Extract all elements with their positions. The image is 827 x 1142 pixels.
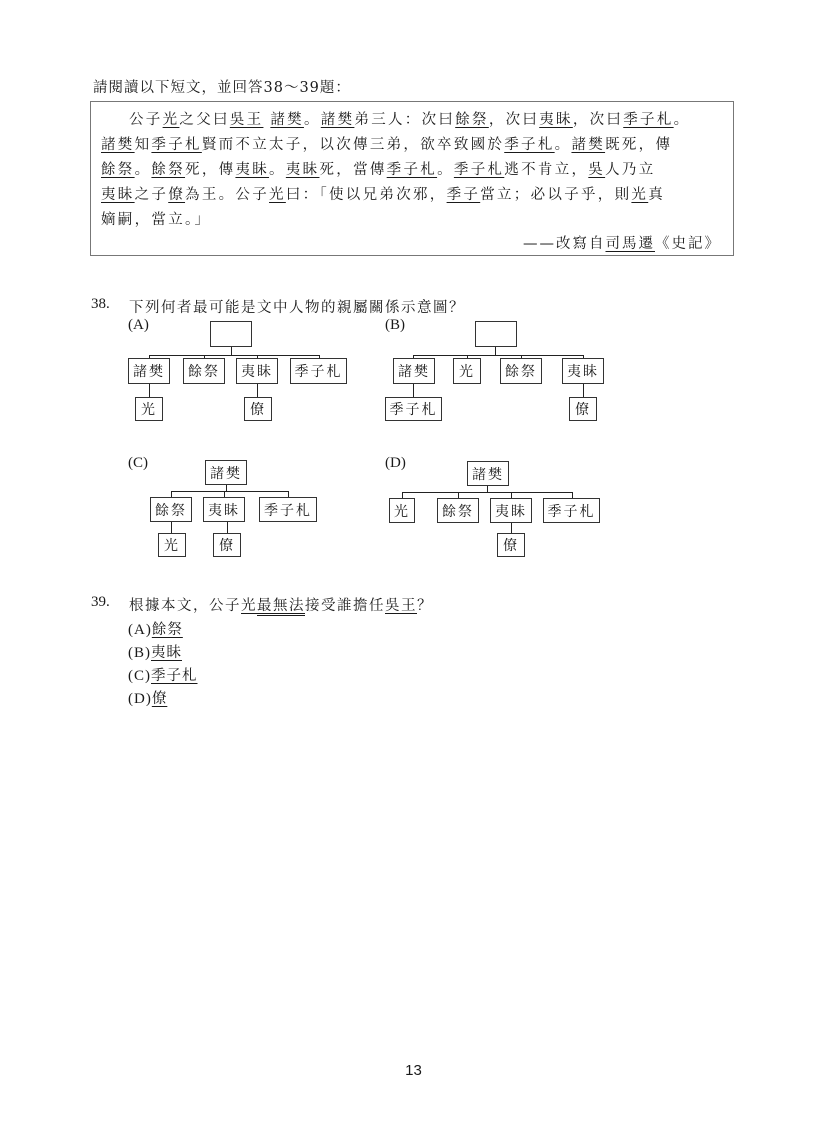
- source-prefix: ——改寫自: [523, 236, 606, 252]
- diagram-b-top-box: [475, 321, 517, 347]
- connector: [413, 355, 584, 356]
- proper-noun: 餘祭: [101, 162, 135, 178]
- option-b-label: (B): [385, 317, 405, 333]
- proper-noun: 吳王: [385, 598, 417, 614]
- question-39-number: 39.: [91, 594, 110, 610]
- q39-choice-b[interactable]: [128, 641, 182, 662]
- text-segment: 當立；必以子乎，則: [480, 187, 632, 203]
- q39-choice-d[interactable]: [128, 687, 167, 708]
- text-segment: 死，傳: [185, 162, 236, 178]
- connector: [413, 384, 414, 397]
- text-segment: 弟三人：次曰: [354, 112, 456, 128]
- passage-source: [523, 232, 721, 253]
- proper-noun: 季子札: [386, 162, 438, 178]
- connector: [402, 492, 573, 493]
- diagram-b-node: 僚: [569, 397, 597, 421]
- proper-noun: 季子: [446, 187, 481, 203]
- text-segment: 人乃立: [605, 162, 656, 178]
- question-38-number: 38.: [91, 296, 110, 312]
- text-segment: 知: [134, 137, 152, 153]
- diagram-d-node: 僚: [497, 533, 525, 557]
- choice-text: 僚: [151, 691, 168, 707]
- question-38-text: 下列何者最可能是文中人物的親屬關係示意圖？: [129, 300, 465, 316]
- diagram-d-node: 夷眛: [490, 498, 532, 523]
- text-segment: ？: [417, 598, 433, 614]
- diagram-a-top-box: [210, 321, 252, 347]
- proper-noun: 諸樊: [270, 112, 304, 128]
- connector: [511, 523, 512, 533]
- text-segment: 真: [648, 187, 666, 203]
- text-segment: 。: [134, 162, 152, 178]
- proper-noun: 光: [241, 598, 257, 614]
- diagram-c-node: 僚: [213, 533, 241, 557]
- proper-noun: 吳王: [229, 112, 264, 128]
- diagram-b-node: 諸樊: [393, 358, 435, 384]
- page-number: 13: [405, 1062, 422, 1079]
- text-segment: 曰：「使以兄弟次邪，: [285, 187, 447, 203]
- proper-noun: 光: [269, 187, 286, 203]
- text-segment: 賢而不立太子，以次傳三弟，欲卒致國於: [201, 137, 505, 153]
- proper-noun: 光: [162, 112, 180, 128]
- diagram-c-node: 光: [158, 533, 186, 557]
- passage-line-2: [101, 135, 672, 155]
- connector: [149, 355, 320, 356]
- proper-noun: 吳: [588, 162, 606, 178]
- text-segment: 之子: [134, 187, 169, 203]
- proper-noun: 諸樊: [571, 137, 606, 153]
- passage-line-5: [101, 210, 211, 230]
- connector: [231, 347, 232, 355]
- question-39-text: [129, 594, 433, 615]
- diagram-c-node: 夷眛: [203, 497, 245, 522]
- source-author: 司馬遷: [605, 236, 655, 252]
- proper-noun: 季子札: [623, 112, 674, 128]
- diagram-b-node: 夷眛: [562, 358, 604, 384]
- proper-noun: 季子札: [151, 137, 202, 153]
- text-segment: 死，當傳: [319, 162, 387, 178]
- passage-line-3: [101, 160, 656, 180]
- text-segment: 逃不肯立，: [504, 162, 589, 178]
- choice-text: 夷眛: [151, 645, 182, 661]
- choice-text: 餘祭: [151, 622, 183, 638]
- choice-label: (A): [128, 622, 152, 638]
- text-segment: 接受誰擔任: [305, 598, 385, 614]
- text-segment: ，次曰: [572, 112, 624, 128]
- diagram-a-node: 諸樊: [128, 358, 170, 384]
- q39-choice-a[interactable]: [128, 618, 183, 639]
- text-segment: 。: [673, 112, 691, 128]
- reading-instruction: 請閱讀以下短文，並回答38～39題：: [93, 80, 351, 96]
- proper-noun: 夷眛: [101, 187, 135, 203]
- diagram-a-node: 光: [135, 397, 163, 421]
- diagram-a-node: 餘祭: [183, 358, 225, 384]
- connector: [583, 384, 584, 397]
- passage-box: [90, 101, 734, 256]
- option-c-label: (C): [128, 455, 148, 471]
- choice-label: (B): [128, 645, 151, 661]
- proper-noun: 季子札: [453, 162, 505, 178]
- connector: [495, 347, 496, 355]
- emphasis: 最無法: [257, 598, 305, 614]
- diagram-d-top-box: 諸樊: [467, 461, 509, 486]
- option-a-label: (A): [128, 317, 149, 333]
- proper-noun: 夷眛: [539, 112, 573, 128]
- diagram-a-node: 僚: [244, 397, 272, 421]
- text-segment: 公子: [129, 112, 163, 128]
- proper-noun: 諸樊: [101, 137, 135, 153]
- diagram-c-node: 季子札: [259, 497, 317, 522]
- source-book: 《史記》: [655, 236, 721, 252]
- passage-line-1: [129, 110, 690, 130]
- choice-label: (D): [128, 691, 152, 707]
- proper-noun: 季子札: [504, 137, 555, 153]
- diagram-d-node: 光: [389, 498, 415, 523]
- choice-text: 季子札: [151, 668, 198, 684]
- connector: [227, 522, 228, 533]
- diagram-b-node: 餘祭: [500, 358, 542, 384]
- text-segment: 。: [269, 162, 286, 178]
- text-segment: 之父曰: [179, 112, 230, 128]
- diagram-b-node: 光: [453, 358, 481, 384]
- diagram-d-node: 餘祭: [437, 498, 479, 523]
- connector: [171, 522, 172, 533]
- text-segment: 。: [554, 137, 572, 153]
- diagram-a-node: 夷眛: [236, 358, 278, 384]
- text-segment: 。: [437, 162, 454, 178]
- diagram-b-node: 季子札: [385, 397, 442, 421]
- text-segment: 。: [303, 112, 321, 128]
- connector: [149, 384, 150, 397]
- proper-noun: 夷眛: [285, 162, 320, 178]
- text-segment: ，次曰: [488, 112, 540, 128]
- connector: [257, 384, 258, 397]
- proper-noun: 餘祭: [455, 112, 489, 128]
- choice-label: (C): [128, 668, 151, 684]
- diagram-d-node: 季子札: [543, 498, 600, 523]
- passage-line-4: [101, 185, 665, 205]
- proper-noun: 諸樊: [320, 112, 355, 128]
- text-segment: 根據本文，公子: [129, 598, 241, 614]
- proper-noun: 光: [631, 187, 649, 203]
- connector: [171, 491, 289, 492]
- diagram-c-top-box: 諸樊: [205, 460, 247, 485]
- q39-choice-c[interactable]: [128, 664, 198, 685]
- text-segment: 為王。公子: [185, 187, 270, 203]
- text-segment: 既死，傳: [605, 137, 673, 153]
- option-d-label: (D): [385, 455, 406, 471]
- text-segment: 嫡嗣，當立。」: [101, 212, 212, 228]
- proper-noun: 夷眛: [235, 162, 270, 178]
- diagram-a-node: 季子札: [290, 358, 347, 384]
- proper-noun: 餘祭: [151, 162, 186, 178]
- proper-noun: 僚: [168, 187, 186, 203]
- diagram-c-node: 餘祭: [150, 497, 192, 522]
